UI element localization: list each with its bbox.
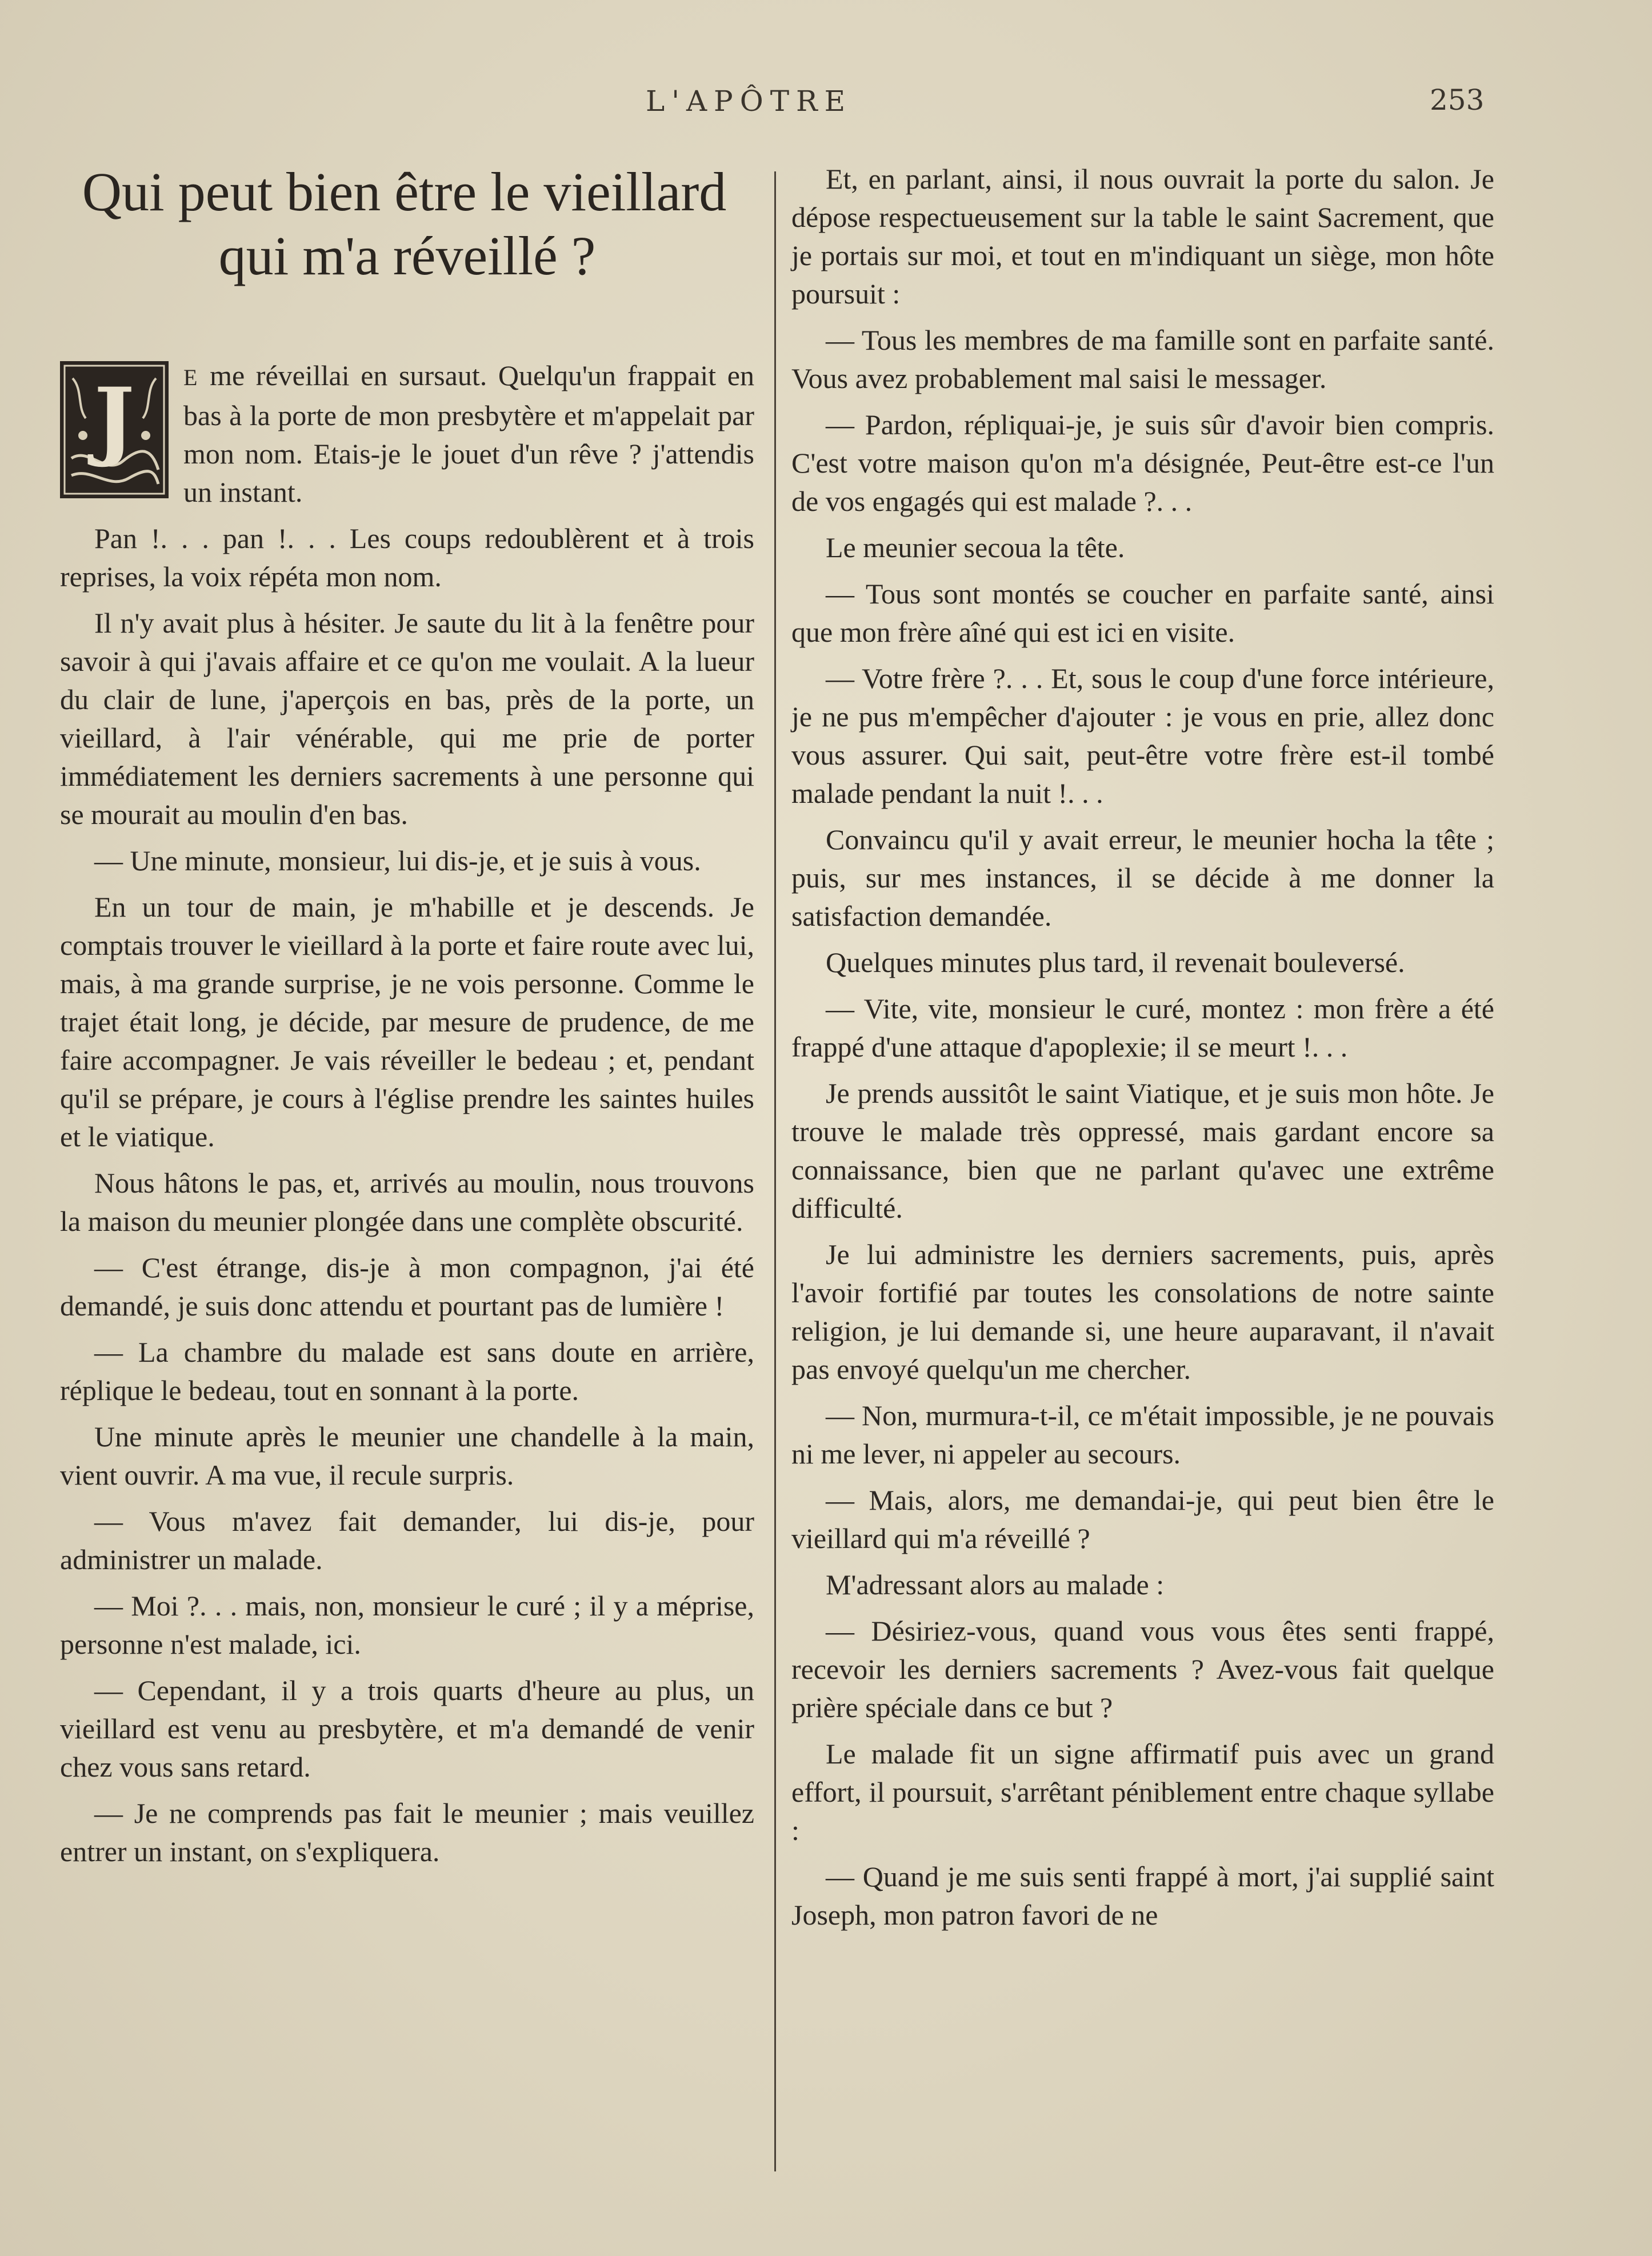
paragraph: Je lui administre les derniers sacrements, puis, après l'avoir fortifié par toutes les consolations de notre sainte religion, je lui demande si, une heure auparavant, il n'avait pas envoyé quelqu'un me chercher. [791, 1238, 1494, 1385]
paragraph: — Désiriez-vous, quand vous vous êtes senti frappé, recevoir les derniers sacrements ? Avez-vous fait quelque prière spéciale dans ce but ? [791, 1615, 1494, 1723]
opening-paragraph [60, 357, 754, 511]
column-divider [774, 171, 776, 2171]
page-number: 253 [1430, 83, 1485, 117]
paragraph: — Tous les membres de ma famille sont en parfaite santé. Vous avez probablement mal saisi le messager. [791, 324, 1494, 394]
running-title: L'APÔTRE [646, 85, 853, 118]
paragraph: En un tour de main, je m'habille et je descends. Je comptais trouver le vieillard à la porte et faire route avec lui, mais, à ma grande surprise, je ne vois personne. Comme le trajet était long, je décide, par mesure de prudence, de me faire accompagner. Je vais réveiller le bedeau ; et, pendant qu'il se prépare, je cours à l'église prendre les saintes huiles et le viatique. [60, 891, 754, 1153]
first-word-rest: E [183, 365, 199, 390]
paragraph: — Je ne comprends pas fait le meunier ; mais veuillez entrer un instant, on s'expliquera. [60, 1797, 754, 1867]
opening-text: me réveillai en sursaut. Quelqu'un frappait en bas à la porte de mon presbytère et m'appelait par mon nom. Etais-je le jouet d'un rêve ? j'attendis un instant. [183, 359, 754, 508]
paragraph: — Tous sont montés se coucher en parfaite santé, ainsi que mon frère aîné qui est ici en visite. [791, 578, 1494, 648]
paragraph: — C'est étrange, dis-je à mon compagnon, j'ai été demandé, je suis donc attendu et pourtant pas de lumière ! [60, 1251, 754, 1322]
dropcap-letter: J [94, 369, 135, 470]
article-title [60, 160, 754, 288]
paragraph: Quelques minutes plus tard, il revenait bouleversé. [826, 946, 1405, 978]
paragraph: Nous hâtons le pas, et, arrivés au moulin, nous trouvons la maison du meunier plongée dans une complète obscurité. [60, 1167, 754, 1237]
title-line-2: qui m'a réveillé ? [218, 225, 596, 286]
paragraph: M'adressant alors au malade : [826, 1569, 1165, 1601]
paragraph: — Cependant, il y a trois quarts d'heure au plus, un vieillard est venu au presbytère, et m'a demandé de venir chez vous sans retard. [60, 1674, 754, 1783]
right-paragraphs [791, 160, 1494, 1934]
left-paragraphs [60, 519, 754, 1871]
paragraph: Et, en parlant, ainsi, il nous ouvrait la porte du salon. Je dépose respectueusement sur la table le saint Sacrement, que je portais sur moi, et tout en m'indiquant un siège, mon hôte poursuit : [791, 163, 1494, 310]
paragraph: — Pardon, répliquai-je, je suis sûr d'avoir bien compris. C'est votre maison qu'on m'a désignée, Peut-être est-ce l'un de vos engagés qui est malade ?. . . [791, 409, 1494, 517]
paragraph: — Vous m'avez fait demander, lui dis-je, pour administrer un malade. [60, 1505, 754, 1575]
paragraph: — La chambre du malade est sans doute en arrière, réplique le bedeau, tout en sonnant à la porte. [60, 1336, 754, 1406]
paragraph: — Vite, vite, monsieur le curé, montez : mon frère a été frappé d'une attaque d'apoplexie; il se meurt !. . . [791, 993, 1494, 1063]
right-column [791, 160, 1494, 1942]
paragraph: Le meunier secoua la tête. [826, 531, 1125, 563]
paragraph: Il n'y avait plus à hésiter. Je saute du lit à la fenêtre pour savoir à qui j'avais affaire et ce qu'on me voulait. A la lueur du clair de lune, j'aperçois en bas, près de la porte, un vieillard, à l'air vénérable, qui me prie de porter immédiatement les derniers sacrements à une personne qui se mourait au moulin d'en bas. [60, 607, 754, 830]
paragraph: — Une minute, monsieur, lui dis-je, et je suis à vous. [94, 845, 701, 877]
dropcap-ornament [60, 361, 169, 498]
paragraph: Pan !. . . pan !. . . Les coups redoublèrent et à trois reprises, la voix répéta mon nom. [60, 522, 754, 593]
paragraph: — Non, murmura-t-il, ce m'était impossible, je ne pouvais ni me lever, ni appeler au secours. [791, 1399, 1494, 1470]
paragraph: — Mais, alors, me demandai-je, qui peut bien être le vieillard qui m'a réveillé ? [791, 1484, 1494, 1554]
paragraph: Convaincu qu'il y avait erreur, le meunier hocha la tête ; puis, sur mes instances, il se décide à me donner la satisfaction demandée. [791, 823, 1494, 932]
paragraph: Je prends aussitôt le saint Viatique, et je suis mon hôte. Je trouve le malade très oppressé, mais gardant encore sa connaissance, bien que ne parlant qu'avec une extrême difficulté. [791, 1077, 1494, 1224]
left-column [60, 160, 754, 1879]
paragraph: — Quand je me suis senti frappé à mort, j'ai supplié saint Joseph, mon patron favori de ne [791, 1861, 1494, 1931]
title-line-1: Qui peut bien être le vieillard [82, 161, 727, 222]
paragraph: Une minute après le meunier une chandelle à la main, vient ouvrir. A ma vue, il recule surpris. [60, 1421, 754, 1491]
paragraph: Le malade fit un signe affirmatif puis avec un grand effort, il poursuit, s'arrêtant péniblement entre chaque syllabe : [791, 1738, 1494, 1846]
paragraph: — Votre frère ?. . . Et, sous le coup d'une force intérieure, je ne pus m'empêcher d'ajouter : je vous en prie, allez donc vous assurer. Qui sait, peut-être votre frère est-il tombé malade pendant la nuit !. . . [791, 662, 1494, 809]
paragraph: — Moi ?. . . mais, non, monsieur le curé ; il y a méprise, personne n'est malade, ici. [60, 1590, 754, 1660]
